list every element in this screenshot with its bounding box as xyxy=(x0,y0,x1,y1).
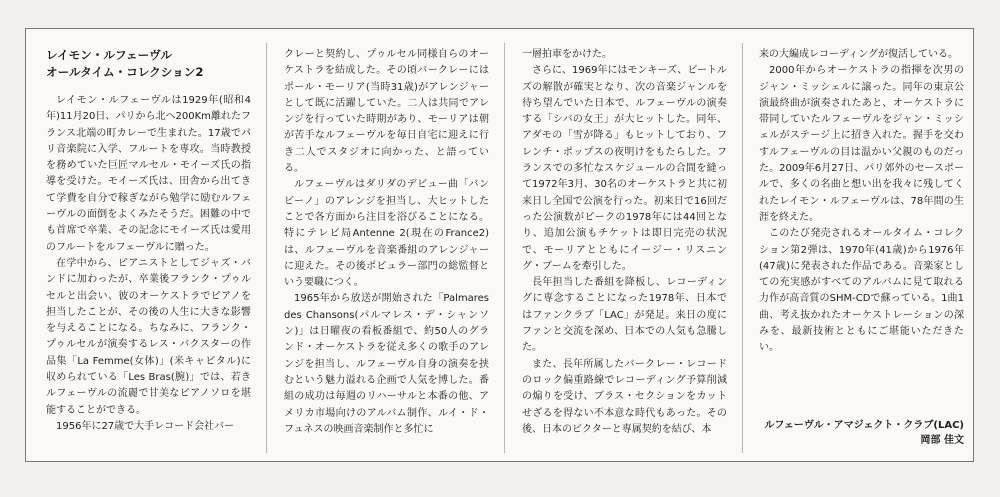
paragraph: また、長年所属したバークレー・レコードのロック偏重路線でレコーディング予算削減の煽りを受け、ブラス・セクションをカットせざるを得ない不本意な時代もあった。その後、日本のビクターと専属契約を結び、本 xyxy=(522,358,727,435)
paragraph: 2000年からオーケストラの指揮を次男のジャン・ミッシェルに譲った。同年の東京公演最終曲が演奏されたあと、オーケストラに帯同していたルフェーヴルをジャン・ミッシェルがステージ上に招き入れた。握手を交わすルフェーヴルの目は温かい父親のものだった。2009年6月27日、パリ郊外のセースポールで、多くの名曲と想い出を我々に残してくれたレイモン・ルフェーヴルは、78年間の生涯を終えた。 xyxy=(759,65,964,223)
column-4 xyxy=(759,47,964,452)
paragraph: 一層拍車をかけた。 xyxy=(522,49,612,60)
signature-name: 岡部 佳文 xyxy=(920,435,964,446)
paragraph: 1956年に27歳で大手レコード会社バー xyxy=(56,420,235,432)
column-divider xyxy=(504,43,505,453)
column-divider xyxy=(742,43,743,453)
text-frame xyxy=(25,28,974,462)
paragraph: 1965年から放送が開始された「Palmares des Chansons(パルマレス・デ・シャンソン)」は日曜夜の看板番組で、約50人のグランド・オーケストラを従え多くの歌手のアレンジを担当し、ルフェーヴル自身の演奏を挟むという魅力溢れる企画で人気を博した。番組の成功は毎週のリハーサルと本番の他、アメリカ市場向けのアルバム制作、ルイ・ド・フュネスの映画音楽制作と多忙に xyxy=(284,293,489,435)
signature-org: ルフェーヴル・アマジェクト・クラブ(LAC) xyxy=(764,420,964,431)
column-3 xyxy=(522,47,727,452)
column-2 xyxy=(284,47,489,452)
title-line-2: オールタイム・コレクション2 xyxy=(46,65,204,79)
title-line-1: レイモン・ルフェーヴル xyxy=(46,48,173,62)
paragraph: このたび発売されるオールタイム・コレクション第2弾は、1970年(41歳)から1976年(47歳)に発表された作品である。音楽家としての充実感がすべてのアルバムに見て取れる力作が高音質のSHM-CDで蘇っている。1曲1曲、考え抜かれたオーケストレーションの深みを、最新技術とともにご堪能いただきたい。 xyxy=(759,228,964,354)
paragraph: 来の大編成レコーディングが復活している。 xyxy=(759,49,958,60)
article-title xyxy=(46,47,251,81)
paragraph: さらに、1969年にはモンキーズ、ビートルズの解散が確実となり、次の音楽ジャンルを待ち望んでいた日本で、ルフェーヴルの演奏する「シバの女王」が大ヒットした。同年、アダモの「雪が降る」もヒットしており、フレンチ・ポップスの夜明けをもたらした。フランスでの多忙なスケジュールの合間を縫って1972年3月、30名のオーケストラと共に初来日し全国で公演を行った。初来日で16回だった公演数がピークの1978年には44回となり、追加公演もチケットは即日完売の状況で、モーリアとともにイージー・リスニング・ブームを牽引した。 xyxy=(522,65,727,272)
signature xyxy=(764,418,964,448)
paragraph: クレーと契約し、プゥルセル同様自らのオーケストラを結成した。その頃バークレーにはポール・モーリア(当時31歳)がアレンジャーとして既に活躍していた。二人は共同でアレンジを行っていた時期があり、モーリアは朝が苦手なルフェーヴルを毎日自宅に迎えに行き二人でスタジオに向かった、と語っている。 xyxy=(284,49,489,175)
column-divider xyxy=(266,43,267,453)
paragraph: ルフェーヴルはダリダのデビュー曲「バンビーノ」のアレンジを担当し、大ヒットしたことで各方面から注目を浴びることになる。特にテレビ局Antenne 2(現在のFrance2)は、ルフェーヴルを音楽番組のアレンジャーに迎えた。その後ポピュラー部門の総監督という要職につく。 xyxy=(284,179,489,289)
column-1 xyxy=(46,47,251,452)
paragraph: 長年担当した番組を降板し、レコーディングに専念することになった1978年、日本ではファンクラブ「LAC」が発足。来日の度にファンと交流を深め、日本での人気も急騰した。 xyxy=(522,277,727,354)
paragraph: 在学中から、ピアニストとしてジャズ・バンドに加わったが、卒業後フランク・プゥルセルと出会い、彼のオーケストラでピアノを担当したことが、その後の人生に大きな影響を与えることになる。ちなみに、フランク・プゥルセルが演奏するレス・バクスターの作品集「La Femme(女体)」(米キャピタル)に収められている「Les Bras(腕)」では、若きルフェーヴルの流麗で甘美なピアノソロを堪能することができる。 xyxy=(46,257,251,416)
paragraph: レイモン・ルフェーヴルは1929年(昭和4年)11月20日、パリから北へ200Km離れたフランス北端の町カレーで生まれた。17歳でパリ音楽院に入学、フルートを専攻。当時教授を務めていた巨匠マルセル・モイーズ氏の指導を受けた。モイーズ氏は、田舎から出てきて学費を自分で稼ぎながら勉学に励むルフェーヴルの面倒をよくみたそうだ。困難の中でも首席で卒業、その記念にモイーズ氏は愛用のフルートをルフェーヴルに贈った。 xyxy=(46,95,251,253)
